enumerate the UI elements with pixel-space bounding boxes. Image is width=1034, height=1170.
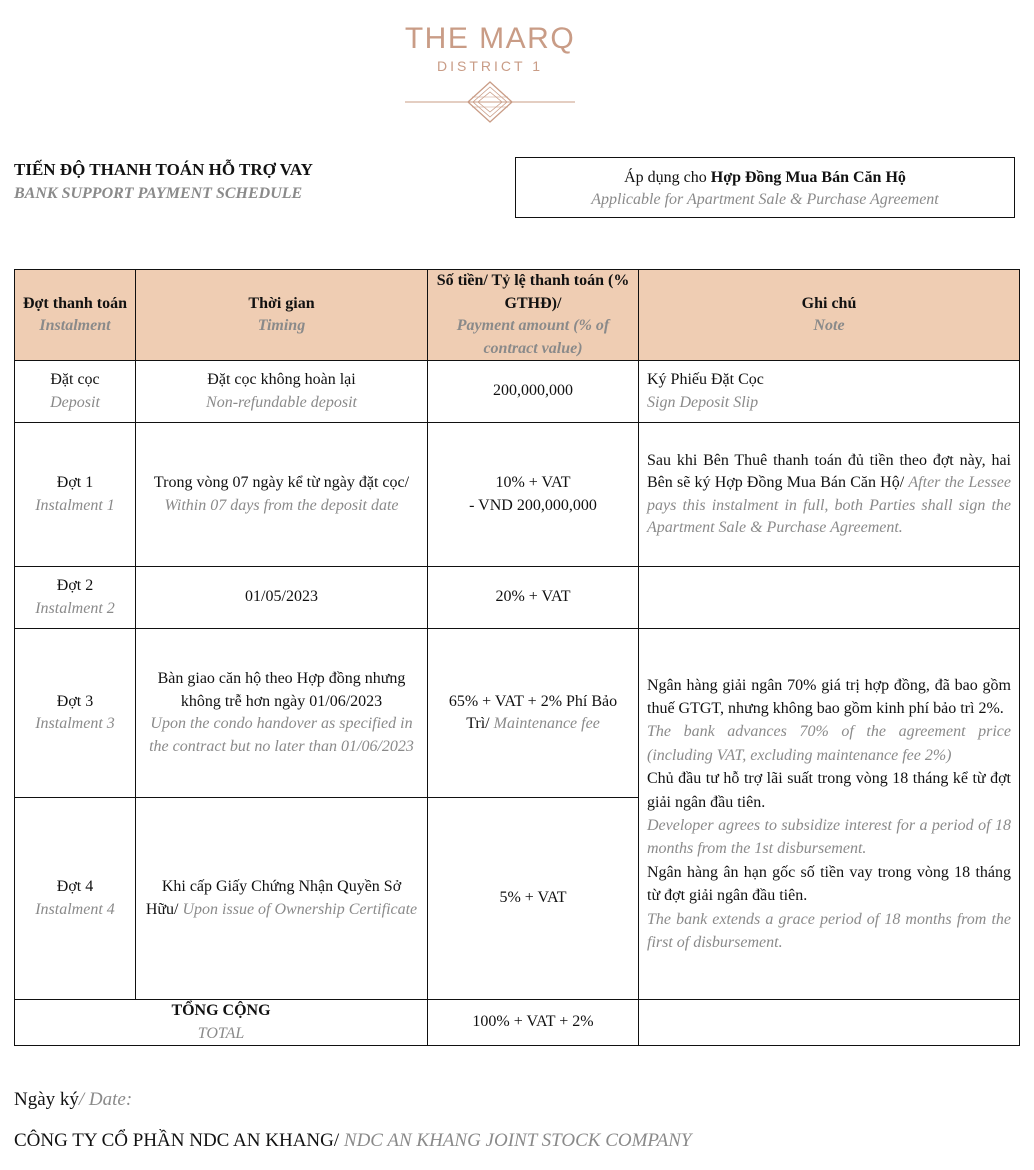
table-header-row <box>15 270 1020 361</box>
title-en: BANK SUPPORT PAYMENT SCHEDULE <box>14 185 303 202</box>
applicable-prefix: Áp dụng cho <box>624 169 711 186</box>
total-row <box>15 1000 1020 1046</box>
payment-schedule-table <box>14 269 1020 1046</box>
signature-block <box>14 1088 691 1170</box>
date-line: Ngày ký/ Date: <box>14 1089 133 1110</box>
cell-note-bank-support: Ngân hàng giải ngân 70% giá trị hợp đồng, đã bao gồm thuế GTGT, nhưng không bao gồm kinh phí bảo trì 2%. The bank advances 70% of the agreement price (including VAT, excluding maintenance fee 2%) Chủ đầu tư hỗ trợ lãi suất trong vòng 18 tháng kể từ đợt giải ngân đầu tiên. Developer agrees to subsidize interest for a period of 18 months from the 1st disbursement. Ngân hàng ân hạn gốc số tiền vay trong vòng 18 tháng từ đợt giải ngân đầu tiên. The bank extends a grace period of 18 months from the first of disbursement. <box>639 629 1020 1000</box>
cell-note: Sau khi Bên Thuê thanh toán đủ tiền theo đợt này, hai Bên sẽ ký Hợp Đồng Mua Bán Căn Hộ/ After the Lessee pays this instalment in full, both Parties shall sign the Apartment Sale & Purchase Agreement. <box>639 423 1020 567</box>
header-instalment: Đợt thanh toán Instalment <box>15 270 136 361</box>
table-row <box>15 423 1020 567</box>
cell-instalment: Đợt 3 Instalment 3 <box>15 629 136 798</box>
logo-emblem-icon <box>400 78 580 150</box>
cell-timing: Bàn giao căn hộ theo Hợp đồng nhưng không trễ hơn ngày 01/06/2023 Upon the condo handover as specified in the contract but no later than 01/06/2023 <box>136 629 428 798</box>
title-vn: TIẾN ĐỘ THANH TOÁN HỖ TRỢ VAY <box>14 160 313 179</box>
cell-amount: 65% + VAT + 2% Phí Bảo Trì/ Maintenance fee <box>428 629 639 798</box>
cell-instalment: Đặt cọc Deposit <box>15 361 136 423</box>
logo <box>400 22 580 132</box>
table-row <box>15 567 1020 629</box>
applicable-vn <box>516 167 1014 189</box>
header-note: Ghi chú Note <box>639 270 1020 361</box>
cell-timing: Đặt cọc không hoàn lại Non-refundable deposit <box>136 361 428 423</box>
applicable-box <box>515 157 1015 218</box>
table-row <box>15 361 1020 423</box>
cell-instalment: Đợt 4 Instalment 4 <box>15 798 136 1000</box>
header-amount: Số tiền/ Tỷ lệ thanh toán (% GTHĐ)/ Payment amount (% of contract value) <box>428 270 639 361</box>
cell-note <box>639 567 1020 629</box>
logo-title: THE MARQ <box>404 22 576 55</box>
cell-amount: 5% + VAT <box>428 798 639 1000</box>
cell-amount: 10% + VAT - VND 200,000,000 <box>428 423 639 567</box>
cell-instalment: Đợt 1 Instalment 1 <box>15 423 136 567</box>
company-line: CÔNG TY CỔ PHẦN NDC AN KHANG/ NDC AN KHANG JOINT STOCK COMPANY <box>14 1130 692 1151</box>
cell-instalment: Đợt 2 Instalment 2 <box>15 567 136 629</box>
schedule-title <box>14 158 313 206</box>
cell-total-note <box>639 1000 1020 1046</box>
cell-total-amount: 100% + VAT + 2% <box>428 1000 639 1046</box>
cell-note: Ký Phiếu Đặt Cọc Sign Deposit Slip <box>639 361 1020 423</box>
cell-timing: 01/05/2023 <box>136 567 428 629</box>
cell-total-label: TỔNG CỘNG TOTAL <box>15 1000 428 1046</box>
cell-amount: 20% + VAT <box>428 567 639 629</box>
applicable-en: Applicable for Apartment Sale & Purchase Agreement <box>591 191 939 208</box>
cell-amount: 200,000,000 <box>428 361 639 423</box>
header-timing: Thời gian Timing <box>136 270 428 361</box>
applicable-agreement: Hợp Đồng Mua Bán Căn Hộ <box>710 169 906 186</box>
cell-timing: Trong vòng 07 ngày kể từ ngày đặt cọc/ Within 07 days from the deposit date <box>136 423 428 567</box>
cell-timing: Khi cấp Giấy Chứng Nhận Quyền Sở Hữu/ Upon issue of Ownership Certificate <box>136 798 428 1000</box>
table-row <box>15 629 1020 798</box>
logo-subtitle: DISTRICT 1 <box>437 58 543 74</box>
